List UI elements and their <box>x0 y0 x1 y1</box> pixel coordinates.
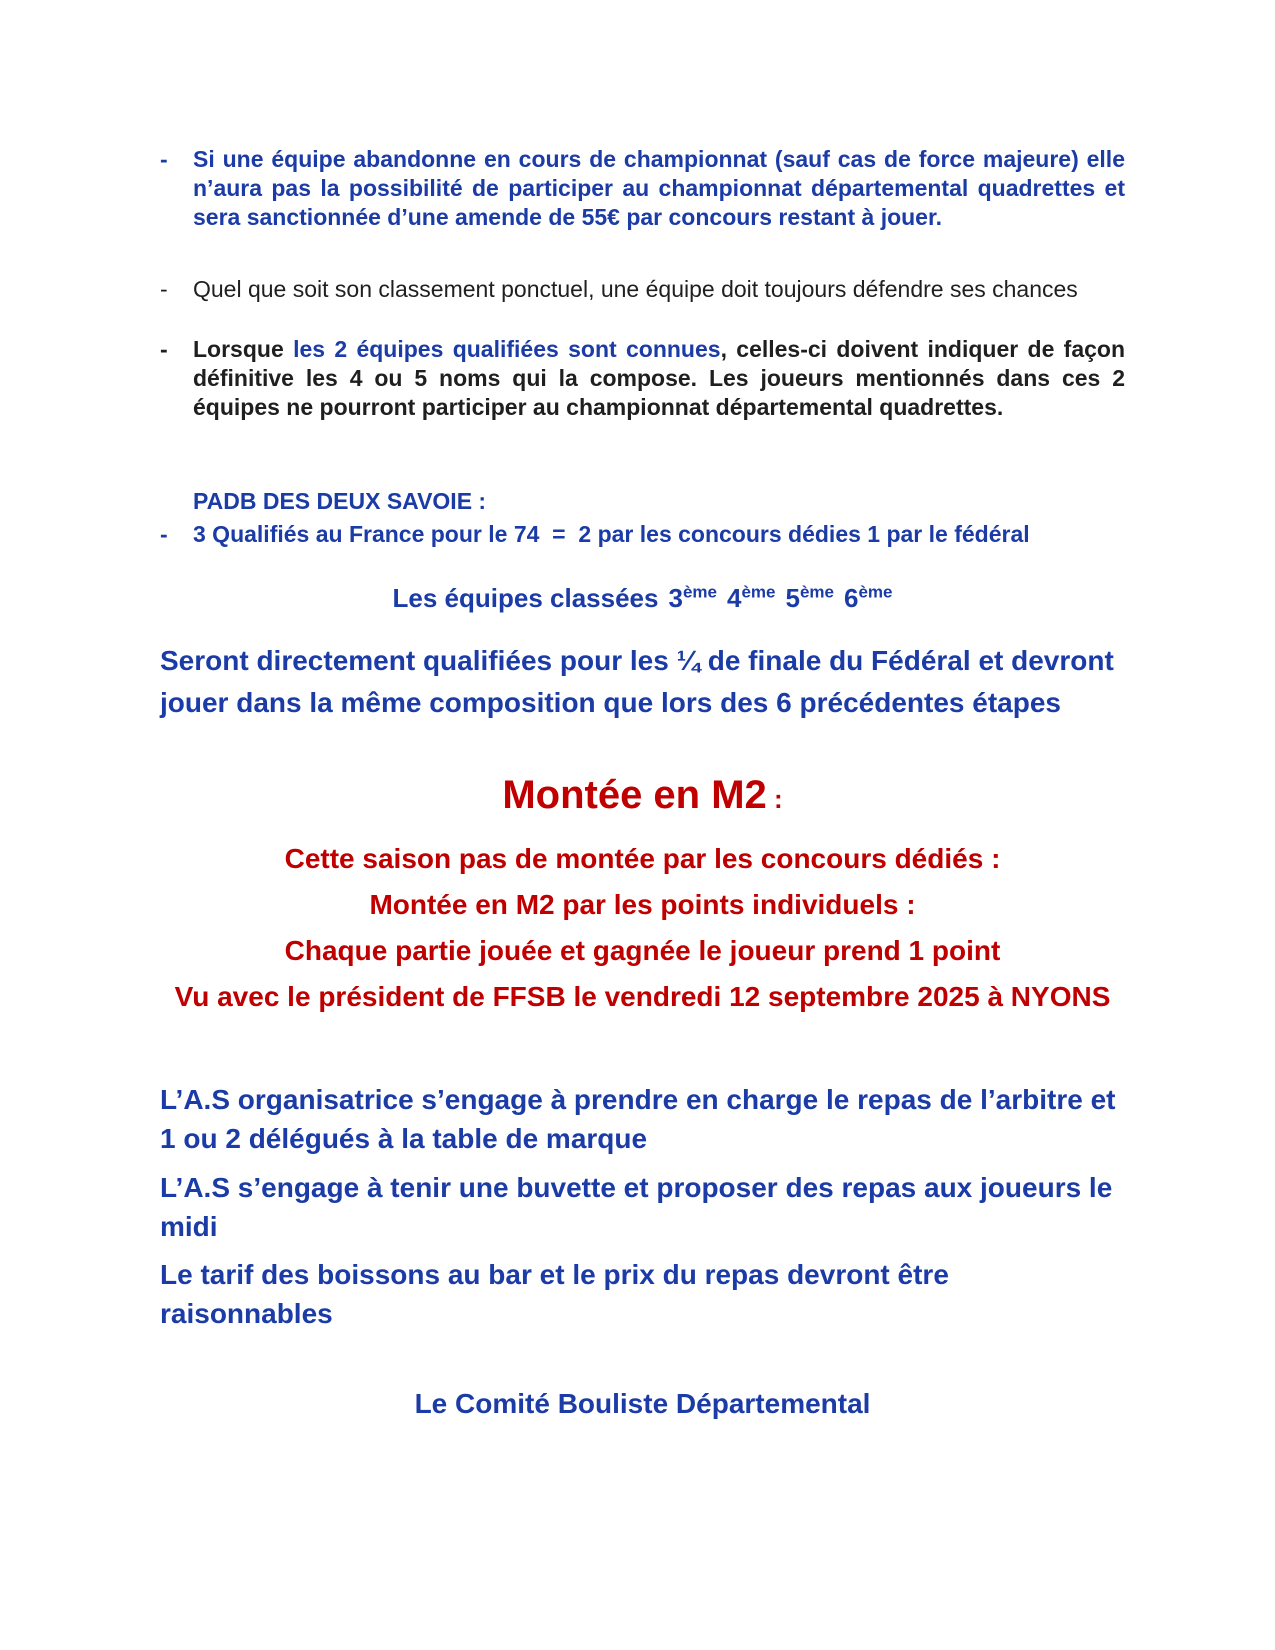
red-line-president-ffsb: Vu avec le président de FFSB le vendredi 12 septembre 2025 à NYONS <box>174 981 1111 1012</box>
ranking-prefix: Les équipes classées <box>392 583 659 613</box>
montee-m2-heading <box>160 772 1125 822</box>
bullet-text: Si une équipe abandonne en cours de championnat (sauf cas de force majeure) elle n’aura pas la possibilité de participer au championnat départemental quadrettes et sera sanctionnée d’une amende de 55€ par concours restant à jouer. <box>193 146 1125 230</box>
rank-number: 5 <box>785 583 800 613</box>
bullet-text-segment: , celles-ci doivent indiquer de façon définitive les 4 ou 5 noms qui la compose. Les joueurs mentionnés dans ces 2 équipes ne pourront participer au championnat départemental quadrettes. <box>193 336 1126 420</box>
rank-5 <box>785 583 834 613</box>
montee-m2-colon: : <box>766 784 783 814</box>
comite-signature: Le Comité Bouliste Départemental <box>414 1388 871 1419</box>
paragraph-buvette: L’A.S s’engage à tenir une buvette et proposer des repas aux joueurs le midi <box>160 1172 1113 1242</box>
bullet-text: Quel que soit son classement ponctuel, une équipe doit toujours défendre ses chances <box>193 276 1078 302</box>
bullet-text <box>193 335 1125 422</box>
rank-number: 4 <box>726 583 742 613</box>
qualification-finale-paragraph: Seront directement qualifiées pour les ¼ de finale du Fédéral et devront jouer dans la même composition que lors des 6 précédentes étapes <box>160 645 1114 718</box>
rank-4 <box>727 583 776 613</box>
bullet-qualifies-france <box>160 520 1125 549</box>
red-line-points-individuels: Montée en M2 par les points individuels : <box>369 889 916 920</box>
padb-section-heading: PADB DES DEUX SAVOIE : <box>193 488 487 514</box>
bullet-marker: - <box>160 336 168 362</box>
bullet-abandon-rule <box>160 145 1125 232</box>
bullet-marker: - <box>160 146 168 172</box>
bullet-text-segment-highlight: les 2 équipes qualifiées sont connues <box>293 336 721 362</box>
rank-ordinal-suffix: ème <box>858 582 893 602</box>
rank-ordinal-suffix: ème <box>799 582 834 602</box>
paragraph-repas-arbitre: L’A.S organisatrice s’engage à prendre en charge le repas de l’arbitre et 1 ou 2 délégués à la table de marque <box>160 1084 1116 1154</box>
bullet-classement-rule <box>160 275 1125 304</box>
bullet-text-segment: Lorsque <box>193 336 294 362</box>
rank-number: 6 <box>843 583 859 613</box>
red-line-partie-gagnee: Chaque partie jouée et gagnée le joueur prend 1 point <box>284 935 1001 966</box>
ranking-line <box>160 582 1125 614</box>
rank-ordinal-suffix: ème <box>682 582 717 602</box>
bullet-equipes-qualifiees-rule <box>160 335 1125 422</box>
red-line-concours-dedies: Cette saison pas de montée par les concours dédiés : <box>284 843 1001 874</box>
bullet-text: 3 Qualifiés au France pour le 74 = 2 par les concours dédies 1 par le fédéral <box>193 521 1030 547</box>
rank-number: 3 <box>668 583 683 613</box>
bullet-marker: - <box>160 521 168 547</box>
rank-3 <box>668 583 717 613</box>
paragraph-tarif-boissons: Le tarif des boissons au bar et le prix du repas devront être raisonnables <box>160 1259 949 1329</box>
montee-m2-title: Montée en M2 <box>502 773 767 817</box>
rank-ordinal-suffix: ème <box>741 582 776 602</box>
rank-6 <box>844 583 893 613</box>
bullet-marker: - <box>160 276 168 302</box>
